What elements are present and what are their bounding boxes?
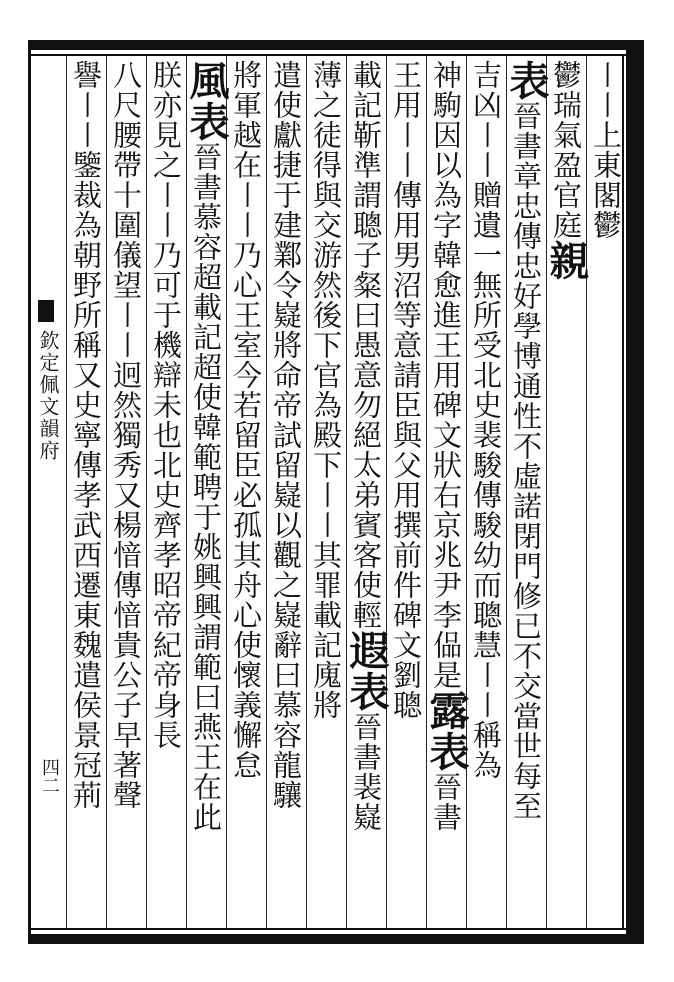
column-text: 八尺腰帶十圍儀望〡〡迥然獨秀又楊愔傳愔貴公子早著聲 (109, 60, 143, 810)
left-margin (0, 10, 30, 940)
text-column-5 (423, 60, 470, 926)
column-rule (426, 56, 427, 928)
column-text: 吉凶〡〡贈遺一無所受北史裴駿傳駿幼而聰慧〡〡稱為 (469, 60, 503, 780)
text-column-1 (588, 60, 624, 926)
text-column-13 (108, 60, 144, 926)
top-border (30, 40, 644, 50)
text-column-3 (503, 60, 550, 926)
page-number: 四二 (39, 758, 60, 794)
column-rule (466, 56, 467, 928)
bottom-border-inner (30, 928, 626, 930)
text-column-7 (343, 60, 390, 926)
column-rule (66, 56, 67, 928)
column-text: 晉書 (429, 772, 463, 832)
text-column-10 (228, 60, 264, 926)
column-text: 神駒因以為字韓愈進王用碑文狀右京兆尹李偘是 (429, 60, 463, 690)
column-rule (506, 56, 507, 928)
column-rule (586, 56, 587, 928)
text-column-6 (388, 60, 424, 926)
column-rule (146, 56, 147, 928)
text-column-9 (268, 60, 304, 926)
column-rule (226, 56, 227, 928)
bottom-border (30, 934, 644, 944)
left-border (28, 40, 31, 944)
column-text: 朕亦見之〡〡乃可于機辯未也北史齊孝昭帝紀帝身長 (149, 60, 183, 750)
column-rule (106, 56, 107, 928)
text-column-11 (183, 60, 230, 926)
column-rule (186, 56, 187, 928)
entry-headword: 露表 (423, 690, 470, 772)
column-text: 將軍越在〡〡乃心王室今若留臣必孤其舟心使懷義懈怠 (229, 60, 263, 780)
column-rule (346, 56, 347, 928)
column-text: 劉聰 (389, 660, 423, 720)
entry-headword: 遐表 (343, 630, 390, 712)
text-column-12 (148, 60, 184, 926)
column-text: 鬱瑞氣盈官庭 (549, 60, 583, 240)
gutter-title: 欽定佩文韻府 (36, 330, 60, 462)
column-text: 載記靳準謂聰子粲曰愚意勿絕太弟賓客使輕 (349, 60, 383, 630)
text-column-8 (308, 60, 344, 926)
text-column-14 (68, 60, 104, 926)
column-text: 晉書裴嶷 (349, 712, 383, 832)
column-text: 晉書慕容超載記超使韓範聘于姚興興謂範曰燕王在此 (189, 142, 223, 832)
entry-headword: 風表 (183, 60, 230, 142)
column-text: 遣使獻捷于建鄴令嶷將命帝試留嶷以觀之嶷辭曰慕容龍驤 (269, 60, 303, 810)
entry-headword: 親 (543, 240, 590, 281)
top-border-inner (30, 54, 626, 56)
column-text: 譽〡〡鑒裁為朝野所稱又史寧傳孝武西遷東魏遣侯景冠荊 (69, 60, 103, 810)
column-rule (266, 56, 267, 928)
column-text: 晉書章忠傳忠好學博通性不虛諾閉門修已不交當世每至 (509, 101, 543, 821)
column-rule (306, 56, 307, 928)
column-rule (546, 56, 547, 928)
column-text: 王用〡〡傳用男沼等意請臣與父用撰前件碑文 (389, 60, 423, 660)
text-column-4 (468, 60, 504, 926)
entry-headword: 表 (503, 60, 550, 101)
text-column-2 (543, 60, 590, 926)
column-text: 薄之徒得與交游然後下官為殿下〡〡其罪 (309, 60, 343, 600)
right-border (626, 40, 644, 944)
column-rule (386, 56, 387, 928)
column-text: 〡〡上東閣鬱 (589, 60, 623, 240)
column-text: 載記廆將 (309, 600, 343, 720)
gutter-fishtail (38, 300, 54, 322)
